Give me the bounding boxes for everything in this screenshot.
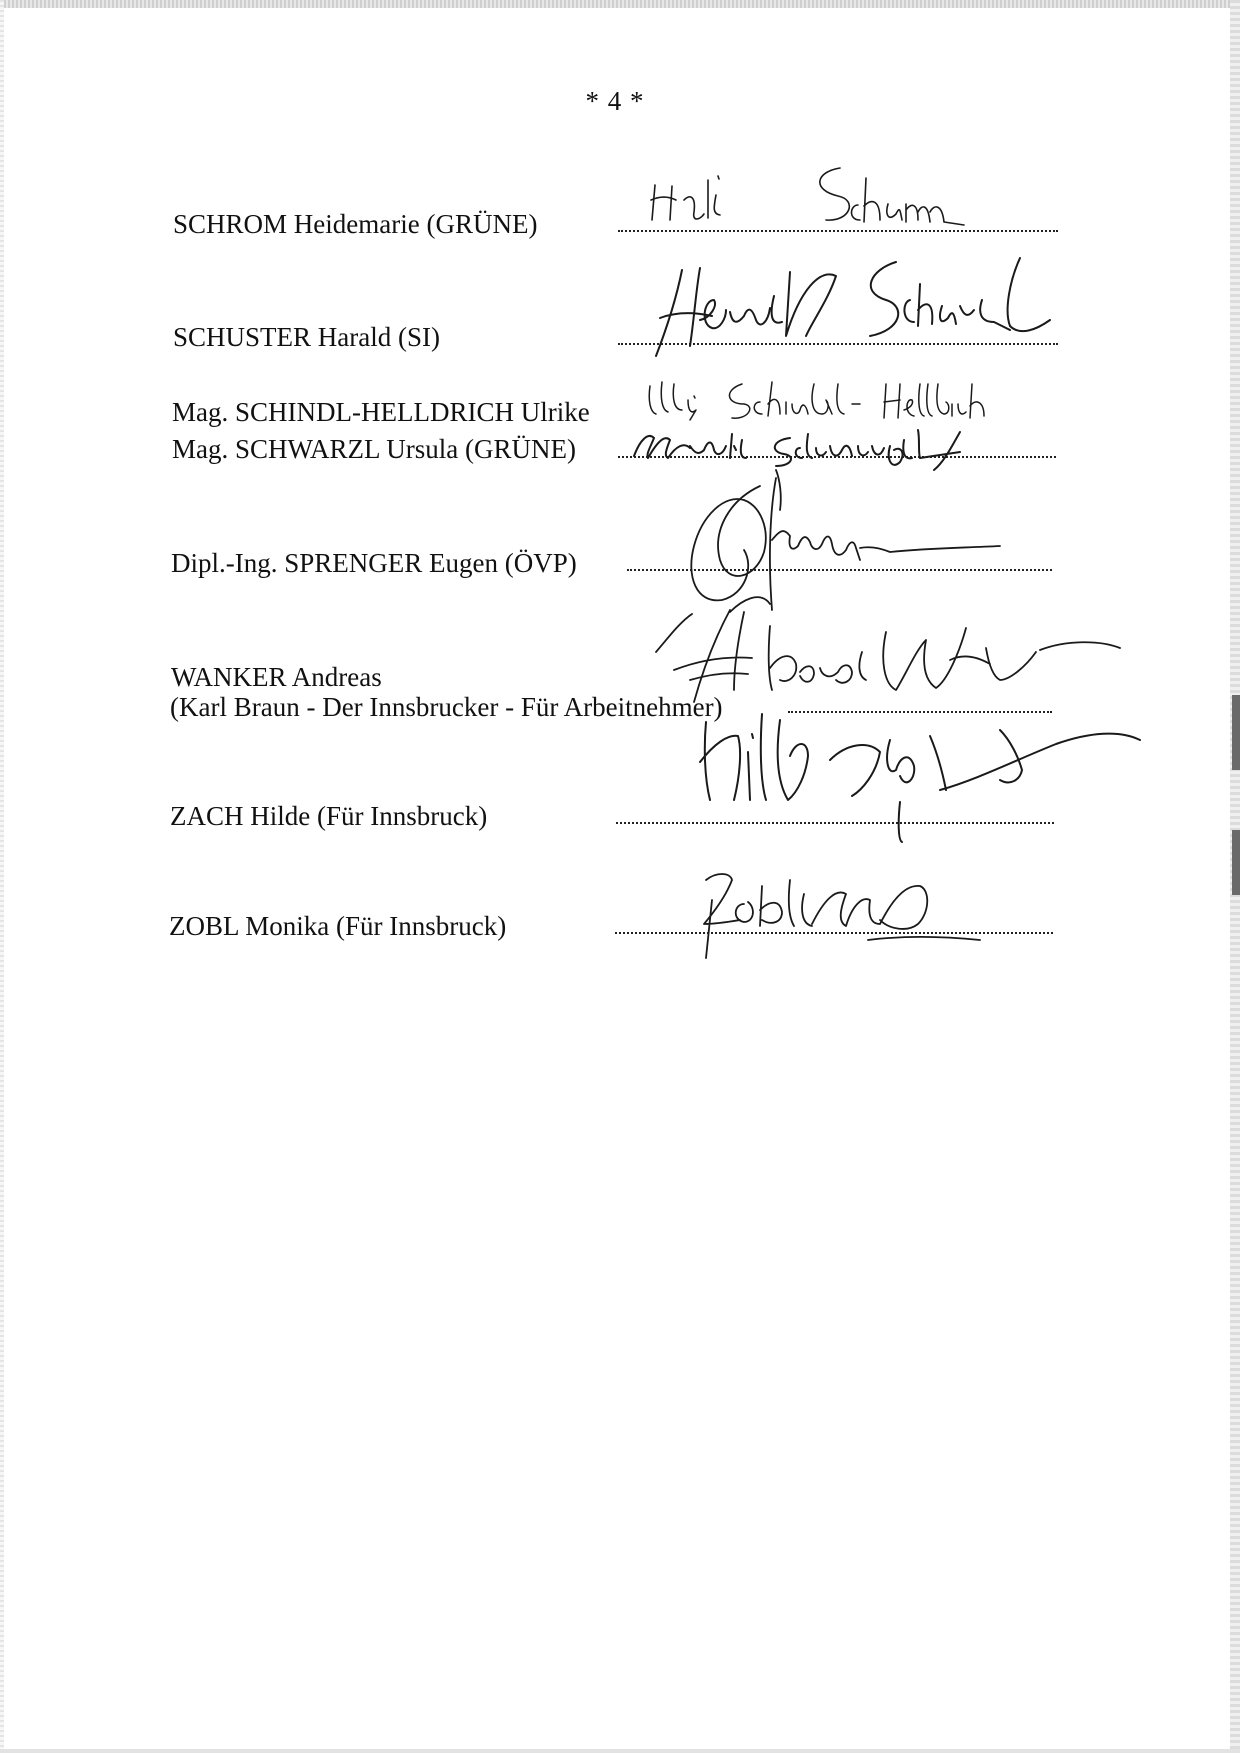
scan-edge-bottom xyxy=(0,1749,1240,1753)
signature-line xyxy=(618,343,1058,345)
signature-line xyxy=(618,230,1058,232)
scan-edge-left xyxy=(0,0,4,1753)
signature-line xyxy=(788,711,1052,713)
signatory-name: SCHROM Heidemarie (GRÜNE) xyxy=(173,209,538,239)
signature-line xyxy=(615,932,1053,934)
signatory-name: ZACH Hilde (Für Innsbruck) xyxy=(170,801,488,831)
signature-schindl xyxy=(649,382,984,420)
signature-wanker xyxy=(674,610,1120,702)
signature-line xyxy=(618,456,1056,458)
page-number: * 4 * xyxy=(585,86,645,116)
signatory-affiliation: (Karl Braun - Der Innsbrucker - Für Arbeitnehmer) xyxy=(170,692,723,722)
scan-edge-mark xyxy=(1232,695,1240,770)
signatory-name: Dipl.-Ing. SPRENGER Eugen (ÖVP) xyxy=(171,548,577,578)
signatory-name: Mag. SCHINDL-HELLDRICH Ulrike xyxy=(172,397,590,427)
signatory-name: Mag. SCHWARZL Ursula (GRÜNE) xyxy=(172,434,576,464)
signature-sprenger xyxy=(656,470,1000,652)
signatory-name: SCHUSTER Harald (SI) xyxy=(173,322,440,352)
signature-zobl xyxy=(704,874,980,958)
signatory-name: ZOBL Monika (Für Innsbruck) xyxy=(169,911,507,941)
signatory-name: WANKER Andreas xyxy=(171,662,382,692)
signature-schuster xyxy=(656,258,1050,356)
scan-edge-mark xyxy=(1232,830,1240,895)
signature-line xyxy=(627,569,1052,571)
signature-schwarzl xyxy=(634,430,960,470)
scan-edge-top xyxy=(0,0,1240,8)
signature-schrom xyxy=(651,168,964,225)
signature-line xyxy=(616,822,1054,824)
